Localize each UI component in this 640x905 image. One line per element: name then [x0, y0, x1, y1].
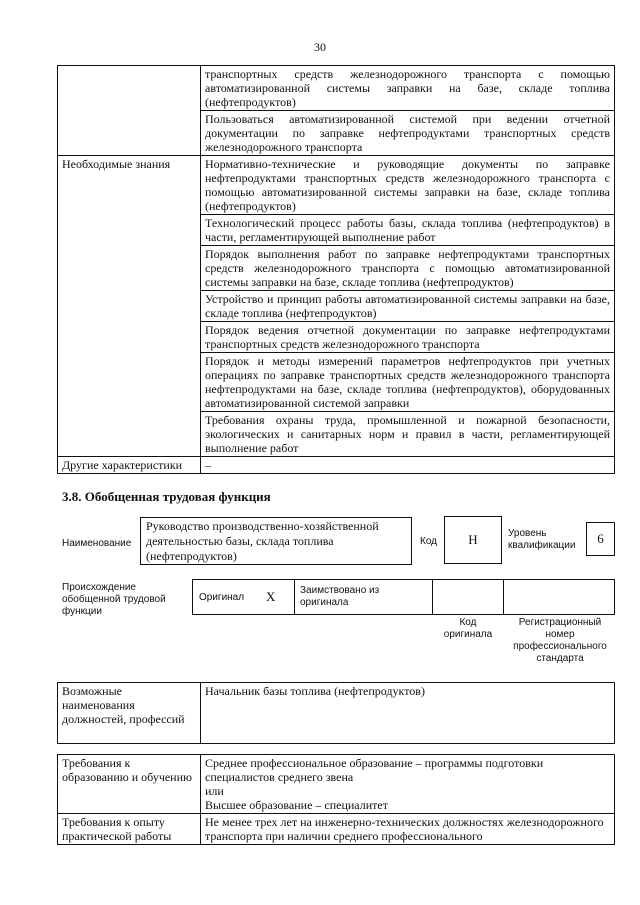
knowledge-row-6: Порядок и методы измерений параметров нефтепродуктов при учетных операциях по заправке транспортных средств железнодорожного транспорта нефтепродуктами на базе, складе топлива (нефтепродуктов), оборудованных автоматизированной системой заправки: [201, 353, 615, 412]
table-row: [58, 814, 615, 845]
education-line-3: Высшее образование – специалитет: [205, 798, 388, 812]
section-title: 3.8. Обобщенная трудовая функция: [62, 489, 271, 504]
table-row: [58, 457, 615, 474]
positions-value: Начальник базы топлива (нефтепродуктов): [201, 683, 615, 744]
knowledge-row-7: Требования охраны труда, промышленной и пожарной безопасности, экологических и санитарных норм и правил в части, регламентирующей выполнение работ: [201, 412, 615, 457]
origin-label: Происхождение обобщенной трудовой функции: [62, 582, 166, 617]
borrowed-label: Заимствовано из оригинала: [300, 585, 380, 608]
page-number: 30: [314, 40, 326, 54]
original-mark: X: [266, 589, 276, 604]
education-label: Требования к образованию и обучению: [58, 755, 201, 814]
level-value: 6: [586, 522, 615, 556]
experience-label: Требования к опыту практической работы: [58, 814, 201, 845]
experience-value: Не менее трех лет на инженерно-технических должностях железнодорожного транспорта при наличии среднего профессионального: [201, 814, 615, 845]
education-line-2: или: [205, 784, 224, 798]
code-value: H: [444, 516, 502, 564]
empty-label-cell: [58, 66, 201, 156]
continuation-row-1: транспортных средств железнодорожного транспорта с помощью автоматизированной системы заправки на базе, складе топлива (нефтепродуктов): [201, 66, 615, 111]
education-table: [57, 754, 615, 845]
table-row: [58, 683, 615, 744]
other-characteristics-value: –: [201, 457, 615, 474]
positions-table: [57, 682, 615, 744]
other-characteristics-label: Другие характеристики: [58, 457, 201, 474]
knowledge-row-1: Нормативно-технические и руководящие документы по заправке нефтепродуктами транспортных средств железнодорожного транспорта с помощью автоматизированной системы заправки на базе, складе топлива (нефтепродуктов): [201, 156, 615, 215]
knowledge-row-3: Порядок выполнения работ по заправке нефтепродуктами транспортных средств железнодорожного транспорта с помощью автоматизированной системы заправки на базе, складе топлива (нефтепродуктов): [201, 246, 615, 291]
knowledge-row-5: Порядок ведения отчетной документации по заправке нефтепродуктами транспортных средств железнодорожного транспорта: [201, 322, 615, 353]
level-label: Уровень квалификации: [508, 528, 576, 551]
knowledge-row-4: Устройство и принцип работы автоматизированной системы заправки на базе, складе топлива (нефтепродуктов): [201, 291, 615, 322]
name-label: Наименование: [62, 538, 132, 549]
reg-caption: Регистрационный номер профессионального стандарта: [513, 617, 607, 664]
table-row: [58, 755, 615, 814]
table-row: [58, 66, 615, 111]
knowledge-label: Необходимые знания: [58, 156, 201, 457]
code-caption: Код оригинала: [443, 617, 493, 640]
origin-divider-1: [294, 579, 295, 615]
education-line-1: Среднее профессиональное образование – программы подготовки специалистов среднего звена: [205, 756, 544, 784]
education-value: [201, 755, 615, 814]
knowledge-row-2: Технологический процесс работы базы, склада топлива (нефтепродуктов) в части, регламентирующей выполнение работ: [201, 215, 615, 246]
original-label: Оригинал: [199, 592, 245, 603]
function-name-value: Руководство производственно-хозяйственной деятельностью базы, склада топлива (нефтепродуктов): [140, 517, 412, 565]
continuation-row-2: Пользоваться автоматизированной системой при ведении отчетной документации по заправке нефтепродуктами транспортных средств железнодорожного транспорта: [201, 111, 615, 156]
origin-divider-3: [503, 579, 504, 615]
positions-label: Возможные наименования должностей, профессий: [58, 683, 201, 744]
table-row: [58, 156, 615, 215]
skills-knowledge-table: [57, 65, 615, 474]
origin-divider-2: [432, 579, 433, 615]
code-label: Код: [420, 536, 438, 547]
